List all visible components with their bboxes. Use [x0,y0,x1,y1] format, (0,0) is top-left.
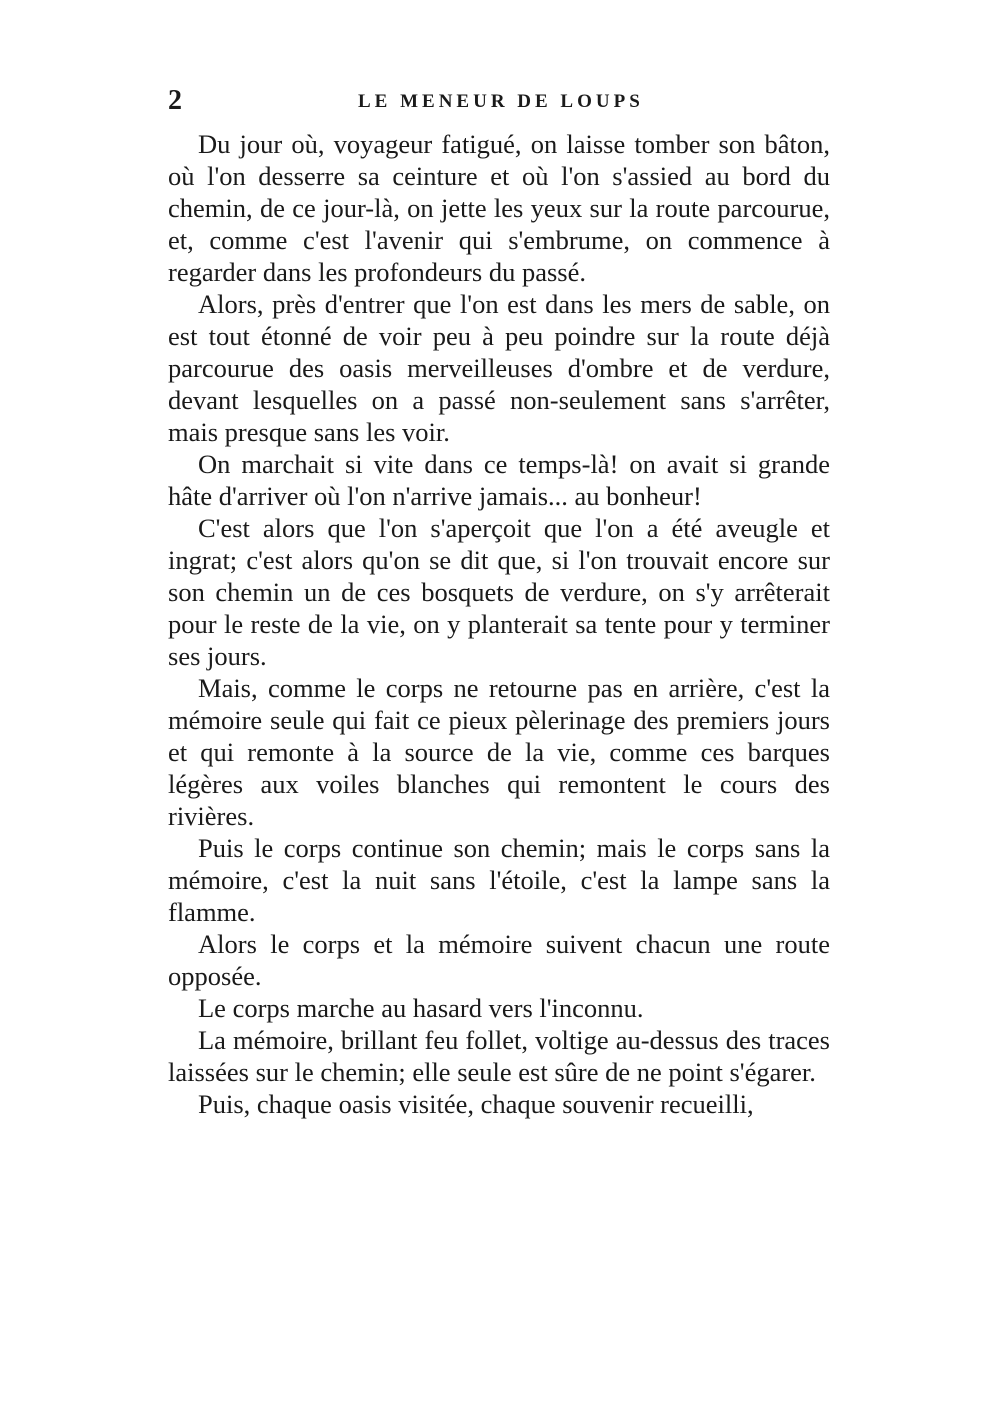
paragraph: Alors, près d'entrer que l'on est dans les mers de sable, on est tout étonné de voir peu à peu poindre sur la route déjà parcourue des oasis merveilleuses d'ombre et de verdure, devant lesquelles on a passé non-seulement sans s'arrêter, mais presque sans les voir. [168,289,830,447]
page-number: 2 [168,85,182,116]
paragraph: Mais, comme le corps ne retourne pas en arrière, c'est la mémoire seule qui fait ce pieux pèlerinage des premiers jours et qui remonte à la source de la vie, comme ces barques légères aux voiles blanches qui remontent le cours des rivières. [168,673,830,831]
paragraph: On marchait si vite dans ce temps-là! on avait si grande hâte d'arriver où l'on n'arrive jamais... au bonheur! [168,449,830,511]
paragraph: Puis le corps continue son chemin; mais le corps sans la mémoire, c'est la nuit sans l'étoile, c'est la lampe sans la flamme. [168,833,830,927]
paragraph: C'est alors que l'on s'aperçoit que l'on a été aveugle et ingrat; c'est alors qu'on se dit que, si l'on trouvait encore sur son chemin un de ces bosquets de verdure, on s'y arrêterait pour le reste de la vie, on y planterait sa tente pour y terminer ses jours. [168,513,830,671]
body-text [168,128,830,1120]
paragraph: Du jour où, voyageur fatigué, on laisse tomber son bâton, où l'on desserre sa ceinture et où l'on s'assied au bord du chemin, de ce jour-là, on jette les yeux sur la route parcourue, et, comme c'est l'avenir qui s'embrume, on commence à regarder dans les profondeurs du passé. [168,129,830,287]
paragraph: Alors le corps et la mémoire suivent chacun une route opposée. [168,929,830,991]
paragraph: La mémoire, brillant feu follet, voltige au-dessus des traces laissées sur le chemin; elle seule est sûre de ne point s'égarer. [168,1025,830,1087]
paragraph: Le corps marche au hasard vers l'inconnu. [198,993,644,1023]
running-title: LE MENEUR DE LOUPS [358,91,644,112]
paragraph: Puis, chaque oasis visitée, chaque souvenir recueilli, [198,1089,754,1119]
running-head [168,84,832,118]
